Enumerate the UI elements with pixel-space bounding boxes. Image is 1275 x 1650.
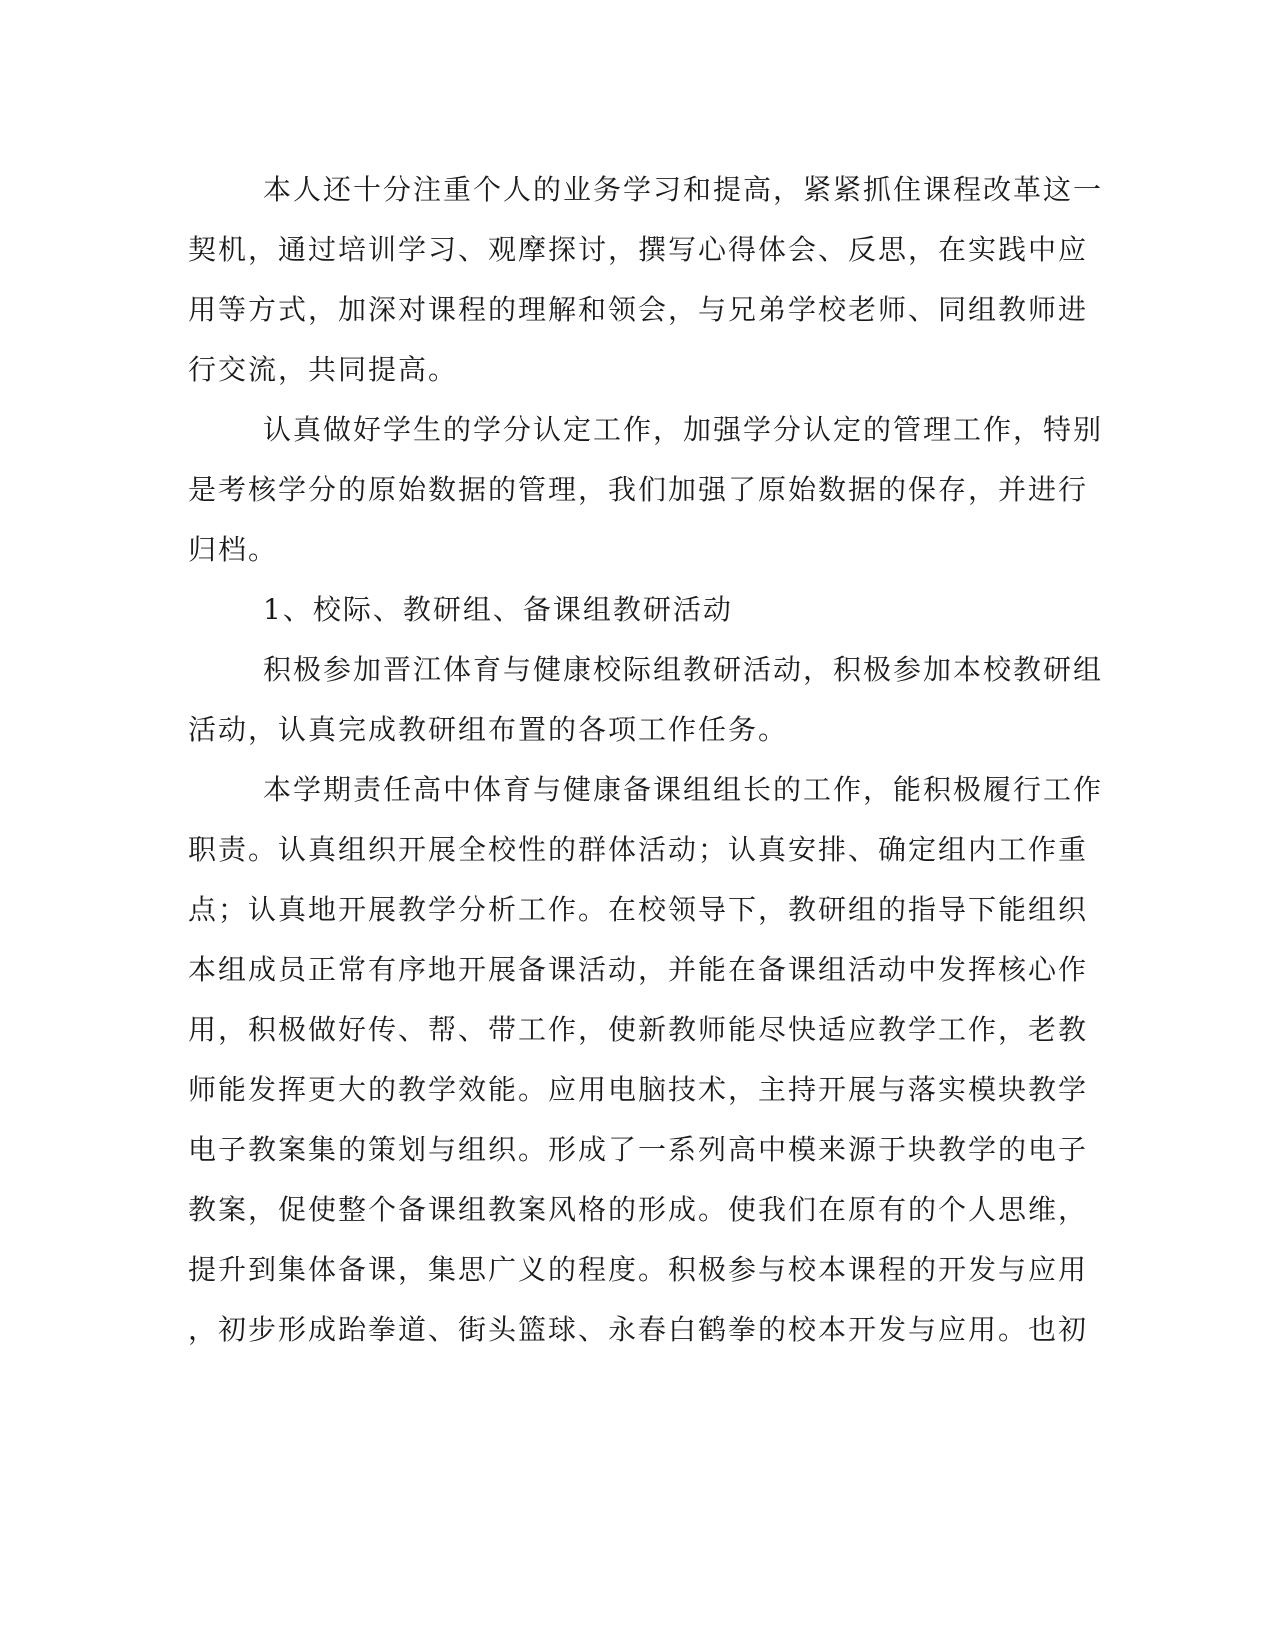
text-line: ，初步形成跆拳道、街头篮球、永春白鹤拳的校本开发与应用。也初 — [188, 1313, 1089, 1346]
text-line: 积极参加晋江体育与健康校际组教研活动，积极参加本校教研组 — [263, 653, 1104, 686]
text-line: 提升到集体备课，集思广义的程度。积极参与校本课程的开发与应用 — [188, 1253, 1089, 1286]
text-line: 是考核学分的原始数据的管理，我们加强了原始数据的保存，并进行 — [188, 473, 1089, 506]
text-line: 用，积极做好传、帮、带工作，使新教师能尽快适应教学工作，老教 — [188, 1013, 1089, 1046]
text-line: 师能发挥更大的教学效能。应用电脑技术，主持开展与落实模块教学 — [188, 1073, 1089, 1106]
text-line: 行交流，共同提高。 — [188, 353, 459, 386]
text-line: 认真做好学生的学分认定工作，加强学分认定的管理工作，特别 — [263, 413, 1104, 446]
text-line: 职责。认真组织开展全校性的群体活动；认真安排、确定组内工作重 — [188, 833, 1089, 866]
text-line: 活动，认真完成教研组布置的各项工作任务。 — [188, 713, 789, 746]
text-line: 本组成员正常有序地开展备课活动，并能在备课组活动中发挥核心作 — [188, 953, 1089, 986]
text-line: 教案，促使整个备课组教案风格的形成。使我们在原有的个人思维， — [188, 1193, 1089, 1226]
text-line: 契机，通过培训学习、观摩探讨，撰写心得体会、反思，在实践中应 — [188, 233, 1089, 266]
section-heading: 1、校际、教研组、备课组教研活动 — [263, 593, 733, 626]
document-body — [188, 160, 1104, 1360]
text-line: 归档。 — [188, 533, 279, 566]
text-line: 本学期责任高中体育与健康备课组组长的工作，能积极履行工作 — [263, 773, 1104, 806]
text-line: 用等方式，加深对课程的理解和领会，与兄弟学校老师、同组教师进 — [188, 293, 1089, 326]
text-line: 本人还十分注重个人的业务学习和提高，紧紧抓住课程改革这一 — [263, 173, 1104, 206]
text-line: 电子教案集的策划与组织。形成了一系列高中模来源于块教学的电子 — [188, 1133, 1089, 1166]
text-line: 点；认真地开展教学分析工作。在校领导下，教研组的指导下能组织 — [188, 893, 1089, 926]
